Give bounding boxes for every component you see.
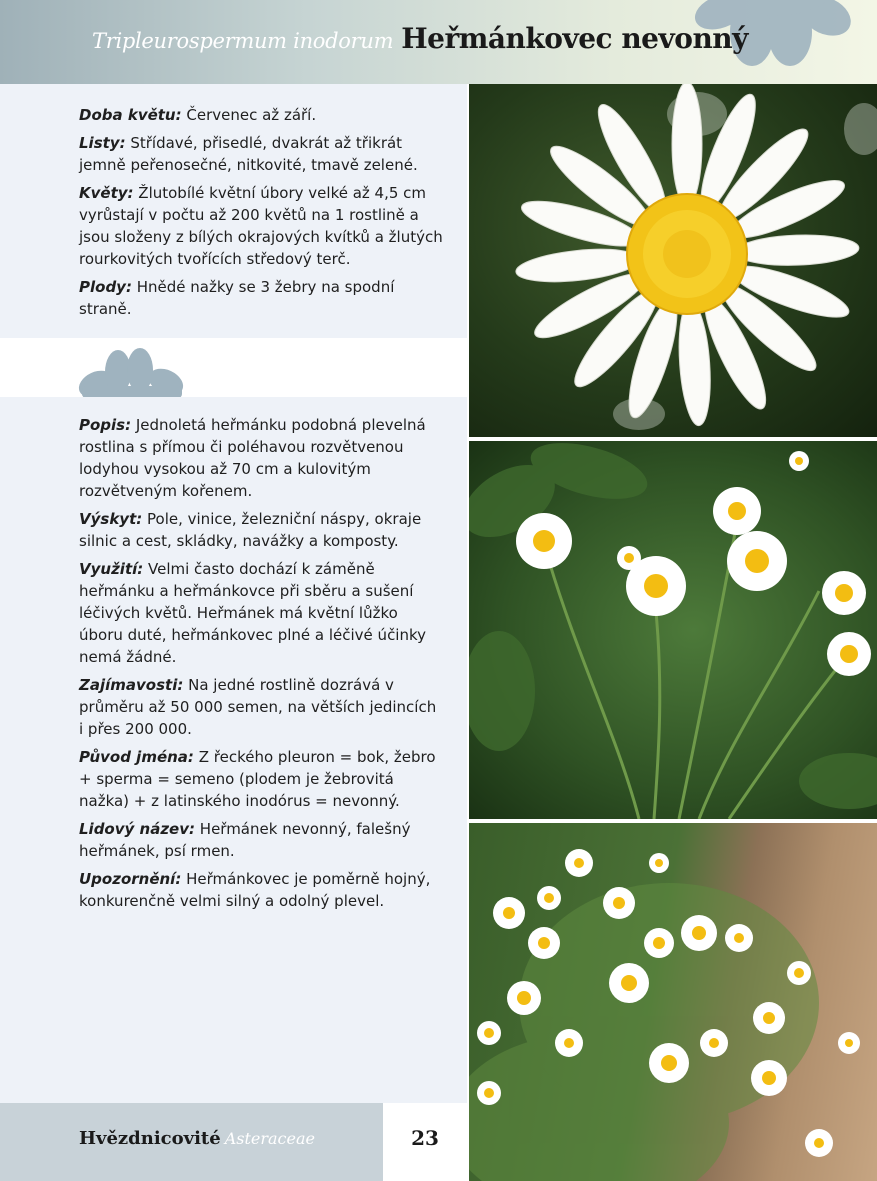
- paragraph-flowering-time: Doba květu: Červenec až září.: [79, 106, 317, 124]
- description-bottom: [79, 414, 444, 918]
- family-czech-name: Hvězdnicovité: [79, 1128, 221, 1149]
- paragraph-common-name: Lidový název: Heřmánek nevonný, falešný heřmánek, psí rmen.: [79, 820, 411, 860]
- flower-decoration-icon: [78, 346, 188, 398]
- page-title: Heřmánkovec nevonný: [401, 22, 748, 55]
- page-header: [0, 0, 877, 84]
- paragraph-description: Popis: Jednoletá heřmánku podobná plevelná rostlina s přímou či poléhavou rozvětvenou lodyhou vysokou až 70 cm a kulovitým rozvětveným kořenem.: [79, 416, 426, 500]
- paragraph-flowers: Květy: Žlutobílé květní úbory velké až 4,5 cm vyrůstají v počtu až 200 květů na 1 rostlině a jsou složeny z bílých okrajových kvítků a žlutých rourkovitých tvořících středový terč.: [79, 184, 443, 268]
- description-top: [79, 104, 444, 326]
- page-number: 23: [411, 1126, 439, 1150]
- latin-species-name: Tripleurospermum inodorum: [92, 29, 394, 53]
- family-latin-name: Asteraceae: [224, 1129, 315, 1148]
- photo-plant: [469, 441, 877, 819]
- paragraph-warning: Upozornění: Heřmánkovec je poměrně hojný, konkurenčně velmi silný a odolný plevel.: [79, 870, 431, 910]
- paragraph-leaves: Listy: Střídavé, přisedlé, dvakrát až třikrát jemně peřenosečné, nitkovité, tmavě zelené.: [79, 134, 418, 174]
- photo-plant-group: [469, 823, 877, 1181]
- paragraph-usage: Využití: Velmi často dochází k záměně heřmánku a heřmánkovce při sběru a sušení léčivých květů. Heřmánek má květní lůžko úboru duté, heřmánkovec plné a léčivé účinky nemá žádné.: [79, 560, 427, 666]
- paragraph-fruits: Plody: Hnědé nažky se 3 žebry na spodní straně.: [79, 278, 395, 318]
- paragraph-interesting-facts: Zajímavosti: Na jedné rostlině dozrává v průměru až 50 000 semen, na větších jedincích i přes 200 000.: [79, 676, 437, 738]
- plant-family: [79, 1128, 315, 1149]
- photo-flower-closeup: [469, 84, 877, 437]
- paragraph-name-origin: Původ jména: Z řeckého pleuron = bok, žebro + sperma = semeno (plodem je žebrovitá nažka) + z latinského inodórus = nevonný.: [79, 748, 436, 810]
- paragraph-occurrence: Výskyt: Pole, vinice, železniční náspy, okraje silnic a cest, skládky, navážky a komposty.: [79, 510, 422, 550]
